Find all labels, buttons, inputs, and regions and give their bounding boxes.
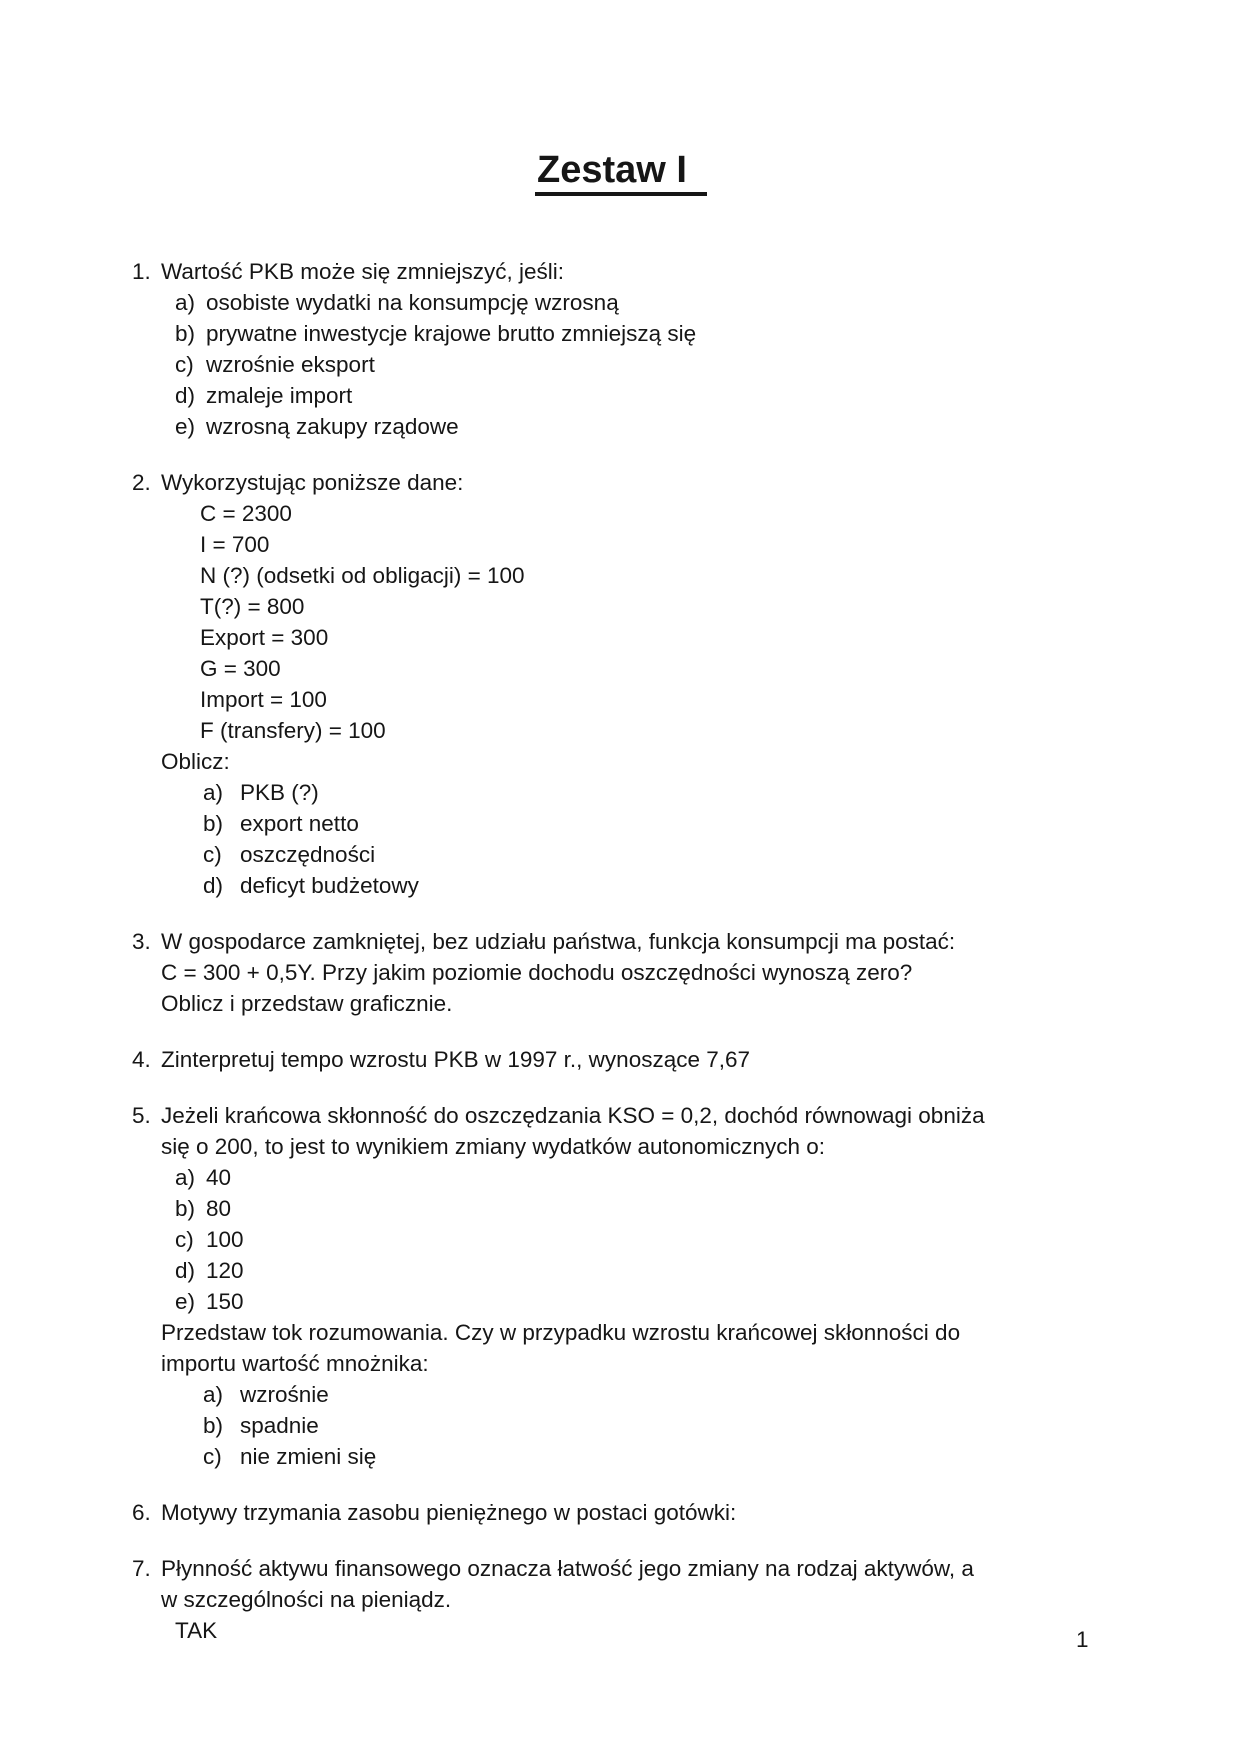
question-5 (132, 1100, 1110, 1472)
option-row (175, 318, 1110, 349)
option-label: b) (175, 1196, 196, 1221)
data-line: G = 300 (200, 656, 281, 681)
data-line: I = 700 (200, 532, 270, 557)
question-subheading: Oblicz: (161, 749, 230, 774)
option-label: d) (203, 873, 224, 898)
option-row (175, 1193, 1110, 1224)
question-text: Jeżeli krańcowa skłonność do oszczędzania KSO = 0,2, dochód równowagi obniża (161, 1103, 985, 1128)
option-label: a) (175, 290, 196, 315)
question-7 (132, 1553, 1110, 1646)
question-body (161, 926, 1110, 1019)
options-list (203, 777, 1110, 901)
question-text: Oblicz i przedstaw graficznie. (161, 991, 453, 1016)
data-line: Import = 100 (200, 687, 327, 712)
question-6 (132, 1497, 1110, 1528)
question-body (161, 1044, 1110, 1075)
option-row (175, 1255, 1110, 1286)
question-number: 7. (132, 1556, 151, 1581)
data-line: C = 2300 (200, 501, 292, 526)
option-text: wzrośnie (240, 1382, 329, 1407)
question-number: 3. (132, 929, 151, 954)
option-text: PKB (?) (240, 780, 319, 805)
option-text: 100 (206, 1227, 244, 1252)
option-label: a) (203, 780, 224, 805)
option-text: zmaleje import (206, 383, 353, 408)
question-number: 4. (132, 1047, 151, 1072)
option-label: e) (175, 1289, 196, 1314)
question-text: w szczególności na pieniądz. (161, 1587, 452, 1612)
question-number: 1. (132, 259, 151, 284)
question-body (161, 1553, 1110, 1646)
given-data-list (200, 498, 1110, 746)
option-label: c) (175, 1227, 194, 1252)
option-text: prywatne inwestycje krajowe brutto zmniejszą się (206, 321, 697, 346)
data-line: N (?) (odsetki od obligacji) = 100 (200, 563, 525, 588)
question-4 (132, 1044, 1110, 1075)
option-row (203, 839, 1110, 870)
option-text: oszczędności (240, 842, 376, 867)
question-2 (132, 467, 1110, 901)
option-label: c) (203, 1444, 222, 1469)
question-text: Zinterpretuj tempo wzrostu PKB w 1997 r., wynoszące 7,67 (161, 1047, 751, 1072)
question-body (161, 1497, 1110, 1528)
option-text: 150 (206, 1289, 244, 1314)
option-row (203, 777, 1110, 808)
option-row (175, 411, 1110, 442)
question-text: Wartość PKB może się zmniejszyć, jeśli: (161, 259, 565, 284)
question-note: Przedstaw tok rozumowania. Czy w przypadku wzrostu krańcowej skłonności do (161, 1320, 961, 1345)
option-label: e) (175, 414, 196, 439)
page-title-text: Zestaw I (535, 149, 707, 196)
page-number: 1 (1076, 1627, 1089, 1652)
option-text: export netto (240, 811, 359, 836)
question-body (161, 256, 1110, 442)
option-label: b) (175, 321, 196, 346)
option-text: osobiste wydatki na konsumpcję wzrosną (206, 290, 619, 315)
option-label: d) (175, 1258, 196, 1283)
options-list (175, 287, 1110, 442)
option-row (175, 287, 1110, 318)
question-text: C = 300 + 0,5Y. Przy jakim poziomie dochodu oszczędności wynoszą zero? (161, 960, 913, 985)
data-line: T(?) = 800 (200, 594, 305, 619)
question-body (161, 1100, 1110, 1472)
question-text: W gospodarce zamkniętej, bez udziału państwa, funkcja konsumpcji ma postać: (161, 929, 956, 954)
option-text: wzrośnie eksport (206, 352, 375, 377)
question-body (161, 467, 1110, 901)
question-number: 5. (132, 1103, 151, 1128)
question-text: się o 200, to jest to wynikiem zmiany wydatków autonomicznych o: (161, 1134, 826, 1159)
option-text: 120 (206, 1258, 244, 1283)
question-1 (132, 256, 1110, 442)
question-number: 2. (132, 470, 151, 495)
option-row (175, 349, 1110, 380)
option-row (203, 808, 1110, 839)
option-row (175, 1162, 1110, 1193)
options-list (175, 1162, 1110, 1317)
question-number: 6. (132, 1500, 151, 1525)
option-label: a) (175, 1165, 196, 1190)
option-label: c) (175, 352, 194, 377)
option-row (175, 1224, 1110, 1255)
option-text: 40 (206, 1165, 232, 1190)
data-line: Export = 300 (200, 625, 329, 650)
question-note: importu wartość mnożnika: (161, 1351, 429, 1376)
option-label: d) (175, 383, 196, 408)
option-row (203, 1379, 1110, 1410)
option-row (203, 870, 1110, 901)
option-row (175, 1286, 1110, 1317)
question-text: Wykorzystując poniższe dane: (161, 470, 464, 495)
option-text: nie zmieni się (240, 1444, 377, 1469)
answer-text: TAK (175, 1618, 218, 1643)
option-text: 80 (206, 1196, 232, 1221)
option-row (203, 1441, 1110, 1472)
option-label: a) (203, 1382, 224, 1407)
sub-options-list (203, 1379, 1110, 1472)
option-label: b) (203, 811, 224, 836)
option-label: b) (203, 1413, 224, 1438)
question-text: Płynność aktywu finansowego oznacza łatwość jego zmiany na rodzaj aktywów, a (161, 1556, 974, 1581)
option-label: c) (203, 842, 222, 867)
option-text: spadnie (240, 1413, 319, 1438)
page-title (132, 148, 1110, 192)
question-3 (132, 926, 1110, 1019)
option-text: deficyt budżetowy (240, 873, 419, 898)
option-row (175, 380, 1110, 411)
option-row (203, 1410, 1110, 1441)
question-text: Motywy trzymania zasobu pieniężnego w postaci gotówki: (161, 1500, 737, 1525)
option-text: wzrosną zakupy rządowe (206, 414, 459, 439)
data-line: F (transfery) = 100 (200, 718, 386, 743)
